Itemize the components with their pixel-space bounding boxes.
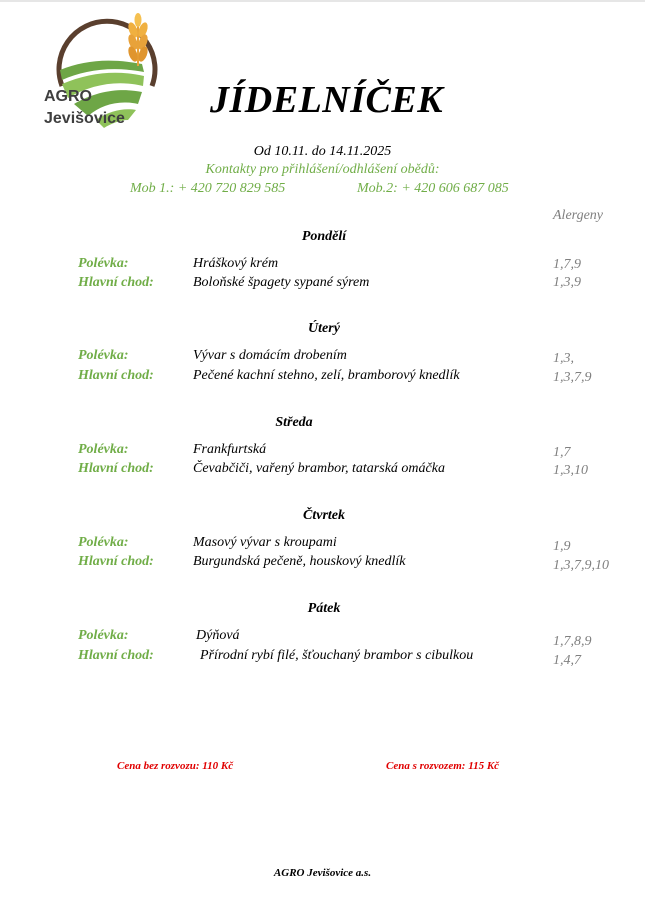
main-allergens-wednesday: 1,3,10	[553, 463, 588, 478]
main-label: Hlavní chod:	[78, 368, 154, 383]
main-dish-thursday: Burgundská pečeně, houskový knedlík	[193, 554, 406, 569]
contacts-label: Kontakty pro přihlášení/odhlášení obědů:	[205, 162, 440, 177]
soup-allergens-tuesday: 1,3,	[553, 351, 574, 366]
soup-label: Polévka:	[78, 628, 129, 643]
main-label: Hlavní chod:	[78, 648, 154, 663]
main-label: Hlavní chod:	[78, 275, 154, 290]
date-range: Od 10.11. do 14.11.2025	[253, 144, 392, 159]
logo-text-agro: AGRO	[44, 88, 92, 105]
footer-company: AGRO Jevišovice a.s.	[273, 867, 372, 879]
soup-dish-tuesday: Vývar s domácím drobením	[193, 348, 347, 363]
soup-dish-monday: Hráškový krém	[193, 256, 279, 271]
main-allergens-tuesday: 1,3,7,9	[553, 370, 592, 385]
soup-dish-friday: Dýňová	[196, 628, 240, 643]
allergens-header: Alergeny	[553, 208, 604, 223]
soup-dish-thursday: Masový vývar s kroupami	[193, 535, 337, 550]
day-title-thursday: Čtvrtek	[303, 508, 345, 523]
day-title-friday: Pátek	[307, 601, 341, 616]
soup-label: Polévka:	[78, 535, 129, 550]
logo-text-jevisovice: Jevišovice	[44, 110, 125, 127]
soup-allergens-monday: 1,7,9	[553, 257, 581, 272]
soup-dish-wednesday: Frankfurtská	[193, 442, 267, 457]
day-title-monday: Pondělí	[301, 229, 347, 244]
soup-label: Polévka:	[78, 442, 129, 457]
main-allergens-friday: 1,4,7	[553, 653, 581, 668]
price-without-delivery: Cena bez rozvozu: 110 Kč	[117, 760, 234, 772]
main-dish-wednesday: Čevabčiči, vařený brambor, tatarská omáčka	[193, 461, 445, 476]
main-allergens-monday: 1,3,9	[553, 275, 581, 290]
day-title-wednesday: Středa	[275, 415, 313, 430]
main-dish-monday: Boloňské špagety sypané sýrem	[193, 275, 370, 290]
soup-allergens-wednesday: 1,7	[553, 445, 571, 460]
price-with-delivery: Cena s rozvozem: 115 Kč	[386, 760, 500, 772]
page-title: JÍDELNÍČEK	[210, 79, 444, 121]
main-dish-friday: Přírodní rybí filé, šťouchaný brambor s cibulkou	[200, 648, 474, 663]
soup-label: Polévka:	[78, 348, 129, 363]
top-border	[0, 0, 645, 2]
soup-allergens-friday: 1,7,8,9	[553, 634, 592, 649]
mobile-1: Mob 1.: + 420 720 829 585	[130, 181, 286, 196]
main-label: Hlavní chod:	[78, 461, 154, 476]
main-label: Hlavní chod:	[78, 554, 154, 569]
soup-allergens-thursday: 1,9	[553, 539, 571, 554]
soup-label: Polévka:	[78, 256, 129, 271]
main-dish-tuesday: Pečené kachní stehno, zelí, bramborový knedlík	[193, 368, 460, 383]
mobile-2: Mob.2: + 420 606 687 085	[357, 181, 509, 196]
main-allergens-thursday: 1,3,7,9,10	[553, 558, 609, 573]
day-title-tuesday: Úterý	[308, 321, 340, 336]
